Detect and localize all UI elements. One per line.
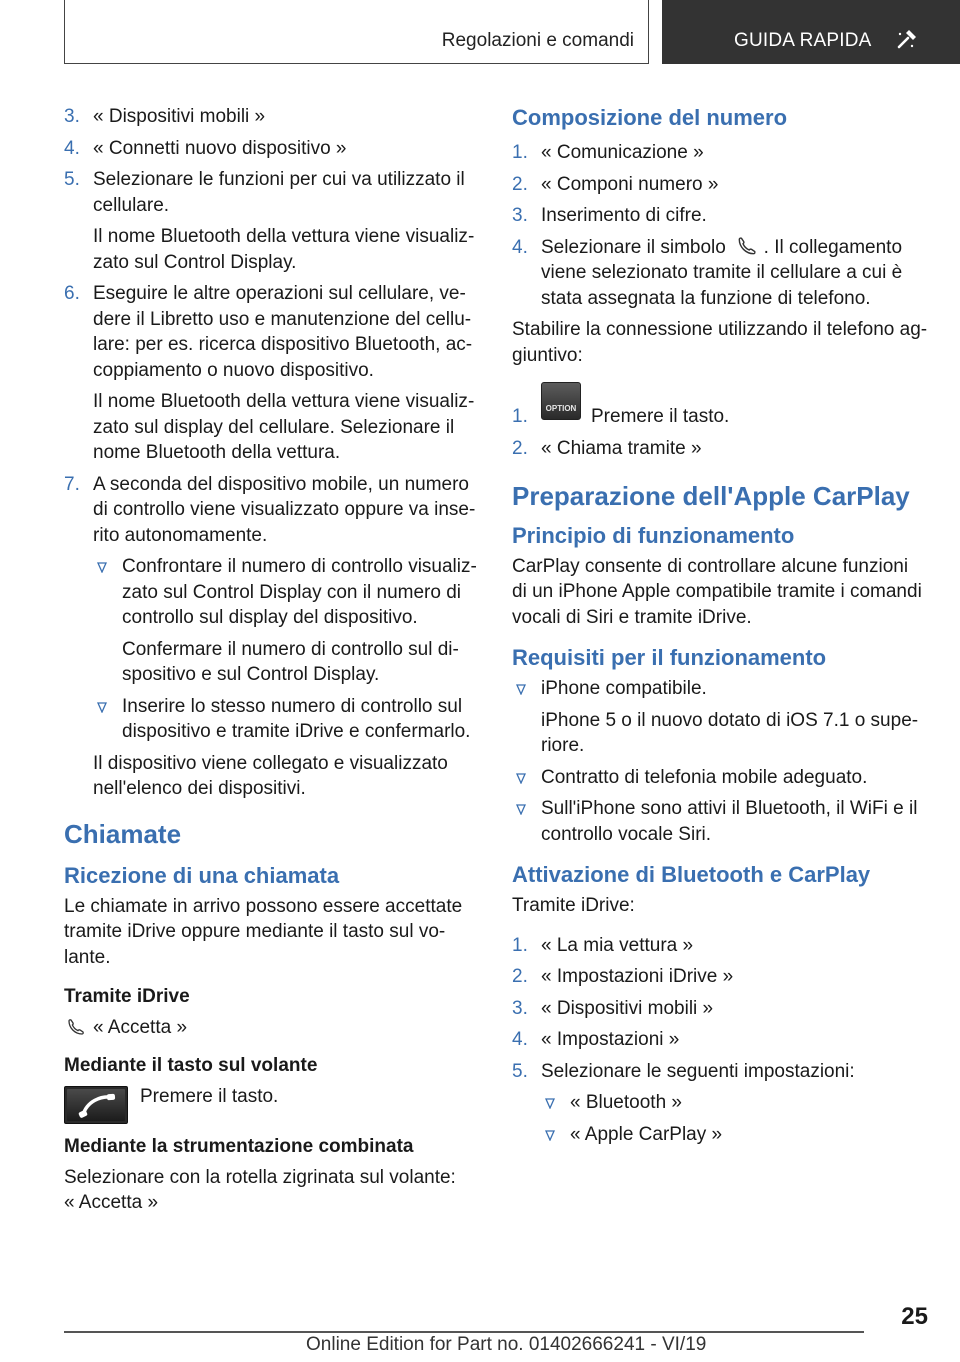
- step-text: « Impostazioni »: [541, 1029, 680, 1050]
- steering-button-row: [64, 1084, 478, 1126]
- step-text: Eseguire le altre operazioni sul cellulare, vedere il Libretto uso e manutenzione del cellulare: per es. ricerca dispositivo Bluetooth, accoppiamento o nuovo dispositivo.: [93, 283, 473, 381]
- triangle-bullet-icon: [516, 804, 526, 815]
- subsection-heading-principle: Principio di funzionamento: [512, 522, 795, 548]
- list-item: [64, 136, 478, 162]
- step-text: « Dispositivi mobili »: [541, 997, 714, 1019]
- step-number: 2.: [512, 438, 528, 459]
- accept-label: « Accetta »: [93, 1017, 188, 1038]
- left-column: [64, 104, 478, 1216]
- step-note: Il nome Bluetooth della vettura viene visualizzato sul Control Display.: [93, 226, 475, 273]
- footer-divider: [64, 1331, 864, 1333]
- phone-icon: [736, 236, 758, 256]
- step-text: « Connetti nuovo dispositivo »: [93, 137, 347, 159]
- list-item: [512, 996, 928, 1022]
- step-number: 4.: [512, 236, 528, 258]
- phone-icon: [66, 1018, 86, 1036]
- step-text: A seconda del dispositivo mobile, un numero di controllo viene visualizzato oppure va inserito autonomamente.: [93, 473, 476, 546]
- step-text: « La mia vettura »: [541, 934, 694, 956]
- step-number: 4.: [512, 1029, 528, 1050]
- step-text: « Dispositivi mobili »: [93, 106, 266, 127]
- step-text: Selezionare le funzioni per cui va utilizzato il cellulare.: [93, 169, 465, 216]
- triangle-bullet-icon: [97, 702, 107, 713]
- accept-line: [64, 1015, 478, 1041]
- sub-item-text: « Bluetooth »: [570, 1092, 682, 1113]
- list-item: [512, 203, 928, 229]
- step-number: 3.: [512, 205, 528, 226]
- press-button-text: Premere il tasto.: [140, 1085, 279, 1107]
- requirement-item: [512, 676, 928, 759]
- step-number: 3.: [64, 106, 80, 127]
- activate-text: Tramite iDrive:: [512, 895, 635, 916]
- step-number: 7.: [64, 473, 80, 495]
- step-number: 5.: [512, 1060, 528, 1082]
- receive-text: Le chiamate in arrivo possono essere accettate tramite iDrive oppure mediante il tasto sul volante.: [64, 895, 463, 968]
- list-item: [512, 235, 928, 312]
- cluster-accept: « Accetta »: [64, 1192, 159, 1213]
- sub-list-item: [541, 1090, 928, 1116]
- list-item: [64, 167, 478, 275]
- step-number: 1.: [512, 142, 528, 163]
- step-note: Il dispositivo viene collegato e visualizzato nell'elenco dei dispositivi.: [93, 752, 448, 799]
- sub-item-text: Confrontare il numero di controllo visualizzato sul Control Display con il numero di controllo sul display del dispositivo.: [122, 556, 477, 628]
- list-item: [64, 281, 478, 466]
- step-text: Premere il tasto.: [591, 406, 730, 427]
- option-button: [541, 382, 581, 420]
- list-item: [512, 933, 928, 959]
- step-text: [541, 235, 928, 312]
- heading-idrive: Tramite iDrive: [64, 986, 190, 1007]
- heading-instrument-cluster: Mediante la strumentazione combinata: [64, 1135, 414, 1157]
- page-number: 25: [901, 1303, 928, 1330]
- list-item: [64, 472, 478, 802]
- list-item: [64, 104, 478, 130]
- sub-item-text: Inserire lo stesso numero di controllo sul dispositivo e tramite iDrive e confermarlo.: [122, 695, 471, 742]
- requirement-text: Contratto di telefonia mobile adeguato.: [541, 766, 868, 788]
- handset-icon: [77, 1093, 117, 1119]
- step-note: Il nome Bluetooth della vettura viene visualizzato sul display del cellulare. Selezionare il nome Bluetooth della vettura.: [93, 391, 475, 463]
- step-number: 1.: [512, 934, 528, 956]
- step-number: 4.: [64, 137, 80, 159]
- subsection-heading-activate: Attivazione di Bluetooth e CarPlay: [512, 862, 871, 887]
- connect-text: Stabilire la connessione utilizzando il telefono aggiuntivo:: [512, 319, 928, 366]
- step-number: 5.: [64, 169, 80, 190]
- right-column: [512, 104, 928, 1153]
- step-text: Inserimento di cifre.: [541, 205, 707, 226]
- step-text: « Impostazioni iDrive »: [541, 966, 734, 987]
- triangle-bullet-icon: [545, 1130, 555, 1141]
- requirement-note: iPhone 5 o il nuovo dotato di iOS 7.1 o superiore.: [541, 709, 919, 756]
- sub-list-item: [93, 694, 478, 745]
- triangle-bullet-icon: [516, 773, 526, 784]
- step-number: 3.: [512, 997, 528, 1019]
- triangle-bullet-icon: [545, 1098, 555, 1109]
- list-item: [512, 1059, 928, 1148]
- step-text: « Chiama tramite »: [541, 438, 702, 459]
- subsection-heading-receive: Ricezione di una chiamata: [64, 862, 340, 888]
- header-section-box: [64, 0, 649, 64]
- list-item: [512, 436, 928, 462]
- requirement-item: [512, 765, 928, 791]
- sub-list-item: [541, 1122, 928, 1148]
- quick-guide-icon: [896, 28, 918, 50]
- list-item: [512, 382, 928, 434]
- step-text: « Comunicazione »: [541, 142, 704, 163]
- subsection-heading-requirements: Requisiti per il funzionamento: [512, 645, 827, 670]
- triangle-bullet-icon: [97, 562, 107, 573]
- sub-item-note: Confermare il numero di controllo sul dispositivo e sul Control Display.: [122, 638, 459, 685]
- subsection-heading-dial: Composizione del numero: [512, 105, 788, 130]
- cluster-text: Selezionare con la rotella zigrinata sul volante:: [64, 1166, 456, 1188]
- sub-item-text: « Apple CarPlay »: [570, 1123, 723, 1145]
- step-text-pre: Selezionare il simbolo: [541, 236, 726, 258]
- sub-list-item: [93, 554, 478, 688]
- requirement-text: iPhone compatibile.: [541, 678, 707, 699]
- list-item: [512, 172, 928, 198]
- triangle-bullet-icon: [516, 684, 526, 695]
- step-number: 1.: [512, 406, 528, 427]
- header-badge-label: GUIDA RAPIDA: [734, 30, 872, 51]
- footer-edition: Online Edition for Part no. 01402666241 - VI/19: [306, 1334, 707, 1355]
- list-item: [512, 1027, 928, 1053]
- option-button-label: OPTION: [545, 404, 577, 413]
- step-number: 2.: [512, 173, 528, 195]
- step-number: 6.: [64, 283, 80, 304]
- step-text-post: . Il collegamento viene selezionato tramite il cellulare a cui è stata assegnata la funzione di telefono.: [541, 236, 903, 309]
- requirement-text: Sull'iPhone sono attivi il Bluetooth, il WiFi e il controllo vocale Siri.: [541, 798, 918, 845]
- step-text: « Componi numero »: [541, 173, 719, 195]
- heading-steering-wheel: Mediante il tasto sul volante: [64, 1054, 318, 1076]
- requirement-item: [512, 796, 928, 847]
- step-number: 2.: [512, 966, 528, 987]
- list-item: [512, 964, 928, 990]
- step-text: Selezionare le seguenti impostazioni:: [541, 1060, 855, 1082]
- section-heading-carplay: Preparazione dell'Apple CarPlay: [512, 480, 910, 511]
- header-badge: [662, 0, 960, 64]
- principle-text: CarPlay consente di controllare alcune funzioni di un iPhone Apple compatibile tramite i comandi vocali di Siri e tramite iDrive.: [512, 555, 922, 628]
- header-section-title: Regolazioni e comandi: [441, 30, 634, 51]
- section-heading-calls: Chiamate: [64, 818, 182, 849]
- list-item: [512, 140, 928, 166]
- steering-phone-button: [64, 1086, 128, 1124]
